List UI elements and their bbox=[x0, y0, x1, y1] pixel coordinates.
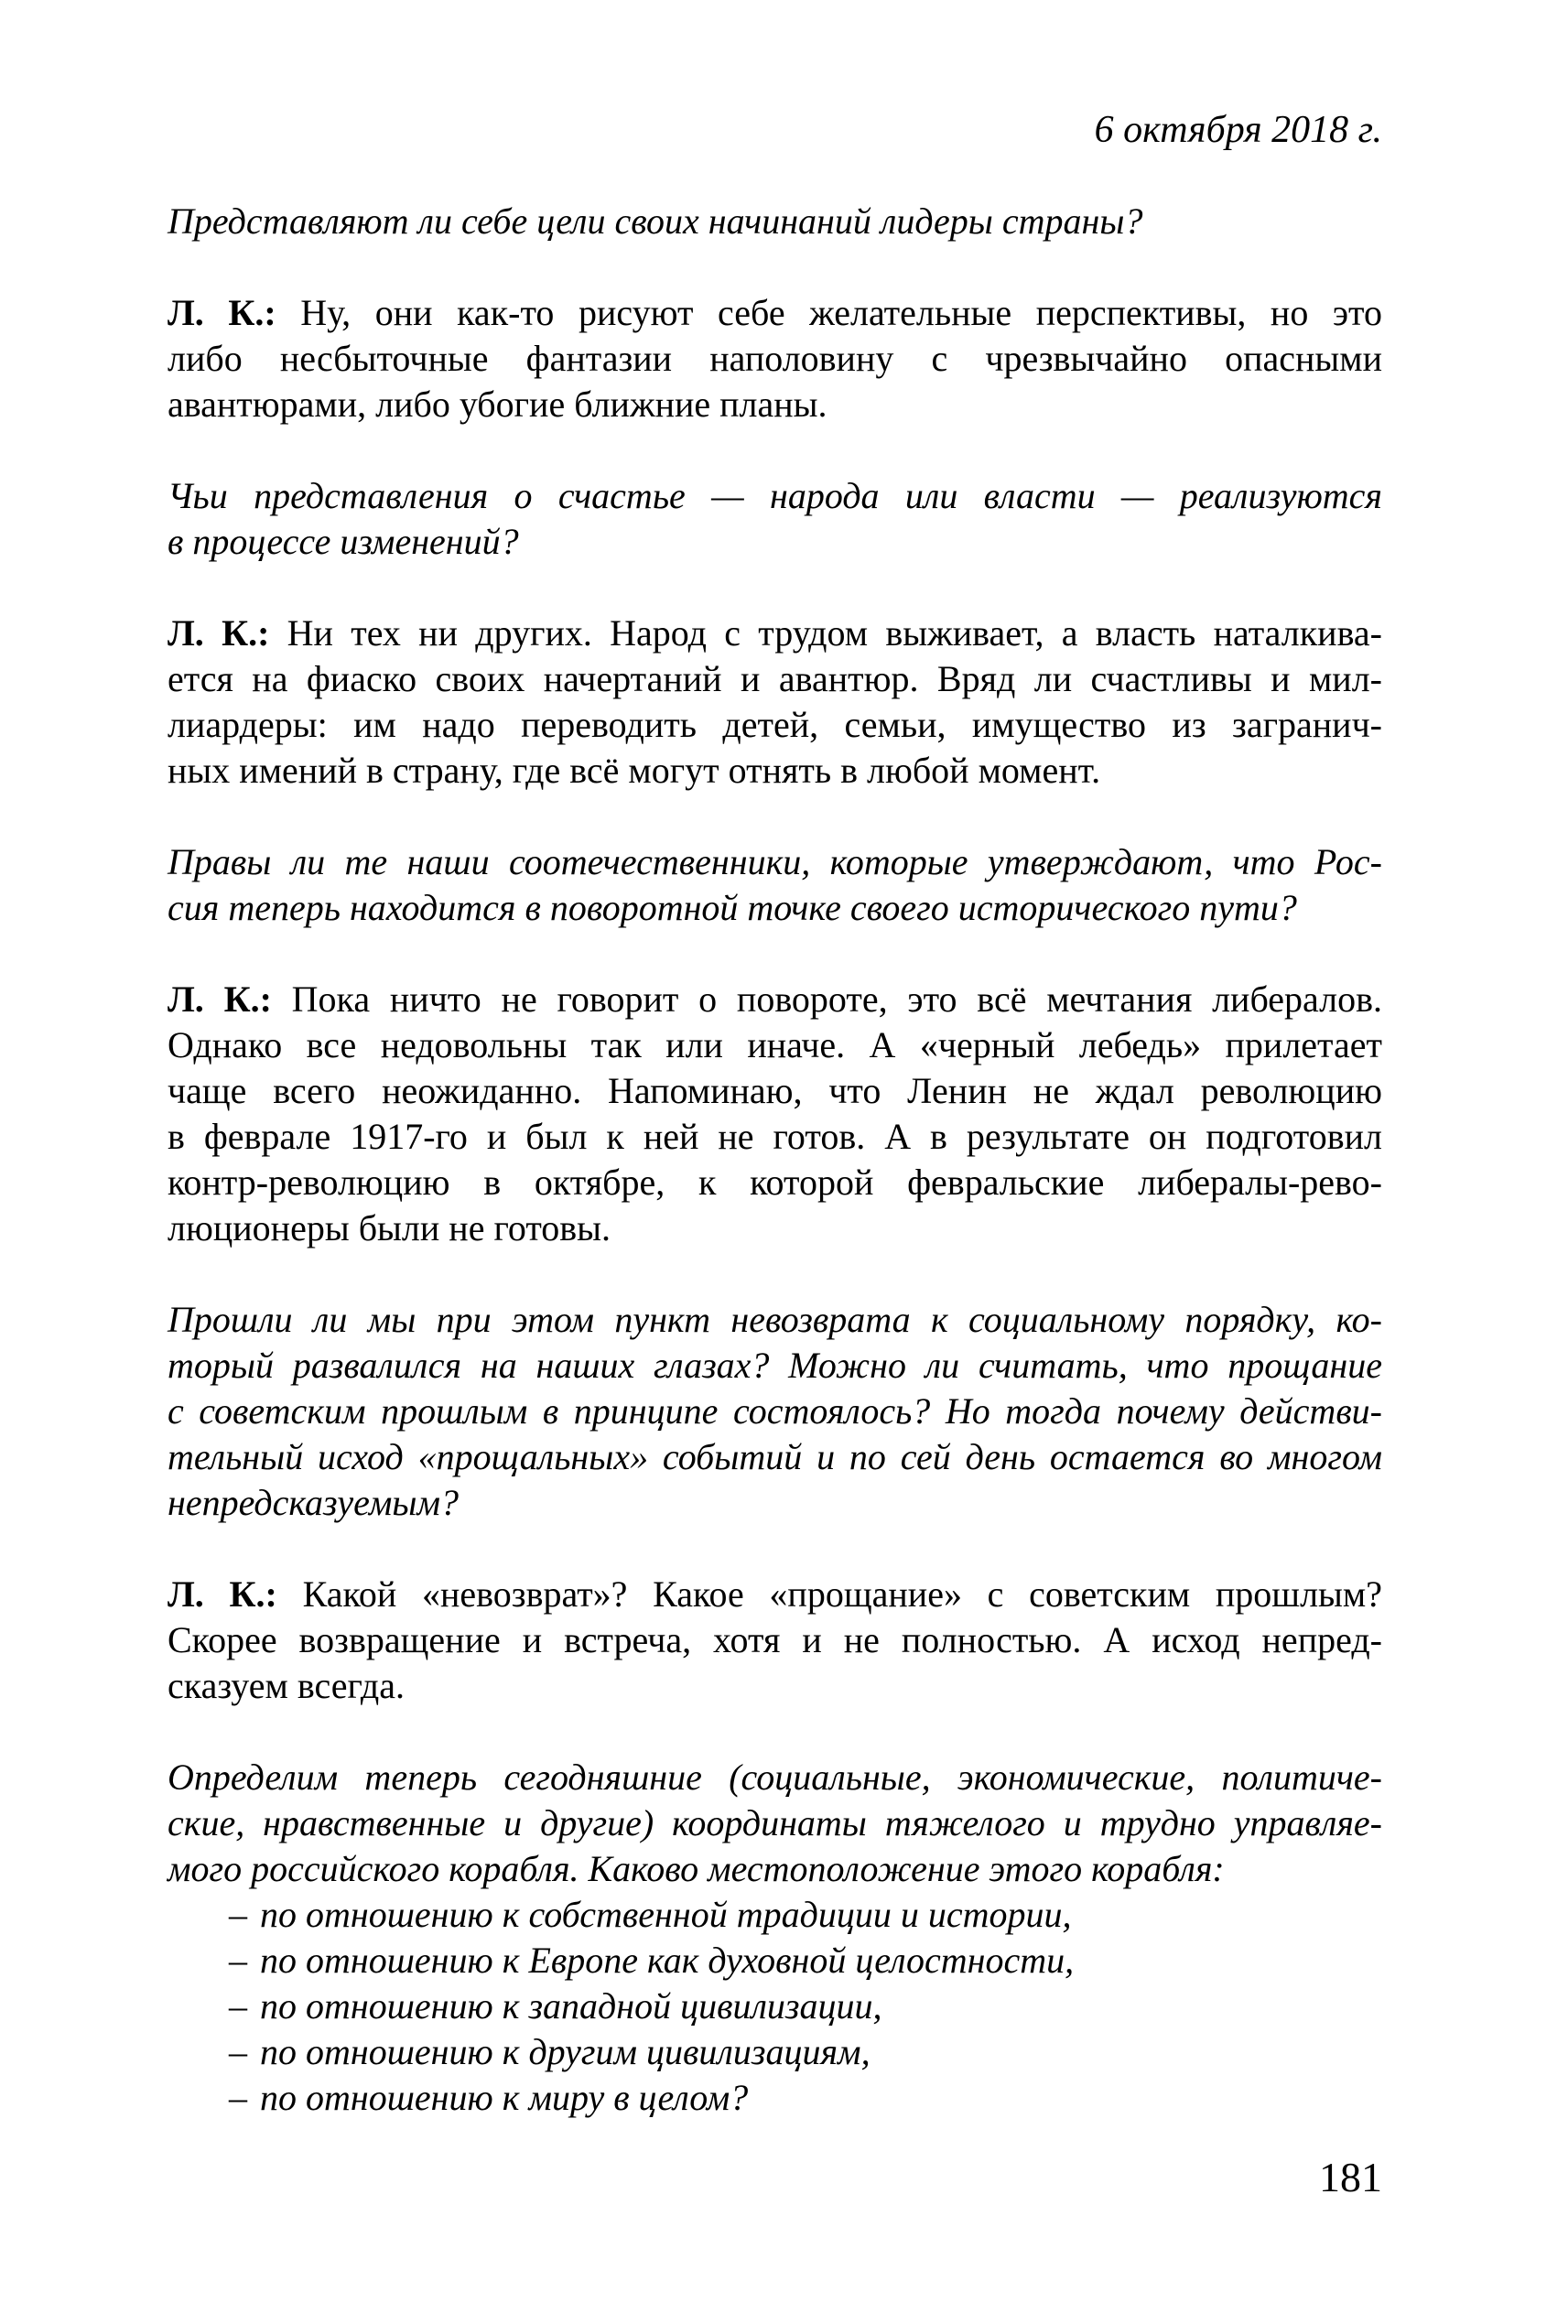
speaker-label: Л. К.: bbox=[168, 1573, 277, 1615]
text-line: непредсказуемым? bbox=[168, 1482, 460, 1523]
list-item bbox=[168, 1892, 1382, 1938]
header-date-block bbox=[168, 107, 1382, 153]
list-item bbox=[168, 2029, 1382, 2075]
text-line: Однако все недовольны так или иначе. А «черный лебедь» прилетает bbox=[168, 1024, 1382, 1065]
header-date: 6 октября 2018 г. bbox=[1094, 109, 1382, 151]
list-dash: – bbox=[229, 1985, 247, 2027]
line-text: Ну, они как-то рисуют себе желательные перспективы, но это bbox=[300, 292, 1383, 333]
answer-paragraph-3 bbox=[168, 977, 1382, 1251]
question-paragraph-1 bbox=[168, 199, 1382, 244]
line-text: Какой «невозврат»? Какое «прощание» с советским прошлым? bbox=[302, 1573, 1382, 1615]
text-line: ется на фиаско своих начертаний и авантюр. Вряд ли счастливы и мил- bbox=[168, 658, 1382, 699]
speaker-label: Л. К.: bbox=[168, 292, 276, 333]
question-paragraph-5 bbox=[168, 1755, 1382, 2121]
text-line: в феврале 1917-го и был к ней не готов. А в результате он подготовил bbox=[168, 1116, 1382, 1157]
list-item-text: по отношению к Европе как духовной целостности, bbox=[260, 1940, 1075, 1981]
text-line: либо несбыточные фантазии наполовину с чрезвычайно опасными bbox=[168, 338, 1382, 379]
text-line bbox=[168, 611, 1382, 656]
question-paragraph-4 bbox=[168, 1297, 1382, 1526]
text-line: сказуем всегда. bbox=[168, 1665, 406, 1706]
list-item bbox=[168, 2075, 1382, 2121]
page-number: 181 bbox=[1319, 2154, 1382, 2200]
list-item-text: по отношению к западной цивилизации, bbox=[260, 1985, 882, 2027]
text-line: чаще всего неожиданно. Напоминаю, что Ленин не ждал революцию bbox=[168, 1070, 1382, 1111]
list-item-text: по отношению к другим цивилизациям, bbox=[260, 2031, 871, 2072]
answer-paragraph-1 bbox=[168, 290, 1382, 427]
text-line: Чьи представления о счастье — народа или власти — реализуются bbox=[168, 475, 1382, 516]
text-line: ных имений в страну, где всё могут отнять в любой момент. bbox=[168, 750, 1101, 791]
text-line: Правы ли те наши соотечественники, которые утверждают, что Рос- bbox=[168, 841, 1382, 882]
answer-paragraph-2 bbox=[168, 611, 1382, 794]
line-text: Пока ничто не говорит о повороте, это всё мечтания либералов. bbox=[291, 978, 1382, 1020]
text-line bbox=[168, 290, 1382, 336]
text-line: лиардеры: им надо переводить детей, семьи, имущество из загранич- bbox=[168, 704, 1382, 745]
question-paragraph-3 bbox=[168, 839, 1382, 931]
list-item bbox=[168, 1938, 1382, 1984]
text-line: Представляют ли себе цели своих начинаний лидеры страны? bbox=[168, 200, 1143, 242]
text-line: мого российского корабля. Каково местоположение этого корабля: bbox=[168, 1848, 1225, 1889]
text-line: тельный исход «прощальных» событий и по сей день остается во многом bbox=[168, 1436, 1382, 1477]
text-line: Определим теперь сегодняшние (социальные, экономические, политиче- bbox=[168, 1757, 1382, 1798]
answer-paragraph-4 bbox=[168, 1572, 1382, 1709]
list-dash: – bbox=[229, 1894, 247, 1935]
speaker-label: Л. К.: bbox=[168, 978, 272, 1020]
text-line bbox=[168, 1572, 1382, 1617]
text-line: Прошли ли мы при этом пункт невозврата к социальному порядку, ко- bbox=[168, 1299, 1382, 1340]
text-line: сия теперь находится в поворотной точке своего исторического пути? bbox=[168, 887, 1297, 928]
text-line bbox=[168, 977, 1382, 1022]
list-dash: – bbox=[229, 2077, 247, 2118]
text-line: в процессе изменений? bbox=[168, 521, 519, 562]
speaker-label: Л. К.: bbox=[168, 612, 270, 654]
text-line: авантюрами, либо убогие ближние планы. bbox=[168, 384, 827, 425]
text-line: люционеры были не готовы. bbox=[168, 1207, 611, 1248]
list-dash: – bbox=[229, 1940, 247, 1981]
line-text: Ни тех ни других. Народ с трудом выживает, а власть наталкива- bbox=[287, 612, 1382, 654]
list-dash: – bbox=[229, 2031, 247, 2072]
text-line: ские, нравственные и другие) координаты тяжелого и трудно управляе- bbox=[168, 1802, 1382, 1843]
question-paragraph-2 bbox=[168, 473, 1382, 565]
text-line: контр-революцию в октябре, к которой февральские либералы-рево- bbox=[168, 1162, 1382, 1203]
text-line: торый развалился на наших глазах? Можно ли считать, что прощание bbox=[168, 1345, 1382, 1386]
list-item bbox=[168, 1984, 1382, 2029]
list-item-text: по отношению к миру в целом? bbox=[260, 2077, 749, 2118]
text-line: с советским прошлым в принципе состоялось? Но тогда почему действи- bbox=[168, 1390, 1382, 1432]
text-line: Скорее возвращение и встреча, хотя и не полностью. А исход непред- bbox=[168, 1619, 1382, 1660]
list-item-text: по отношению к собственной традиции и истории, bbox=[260, 1894, 1072, 1935]
